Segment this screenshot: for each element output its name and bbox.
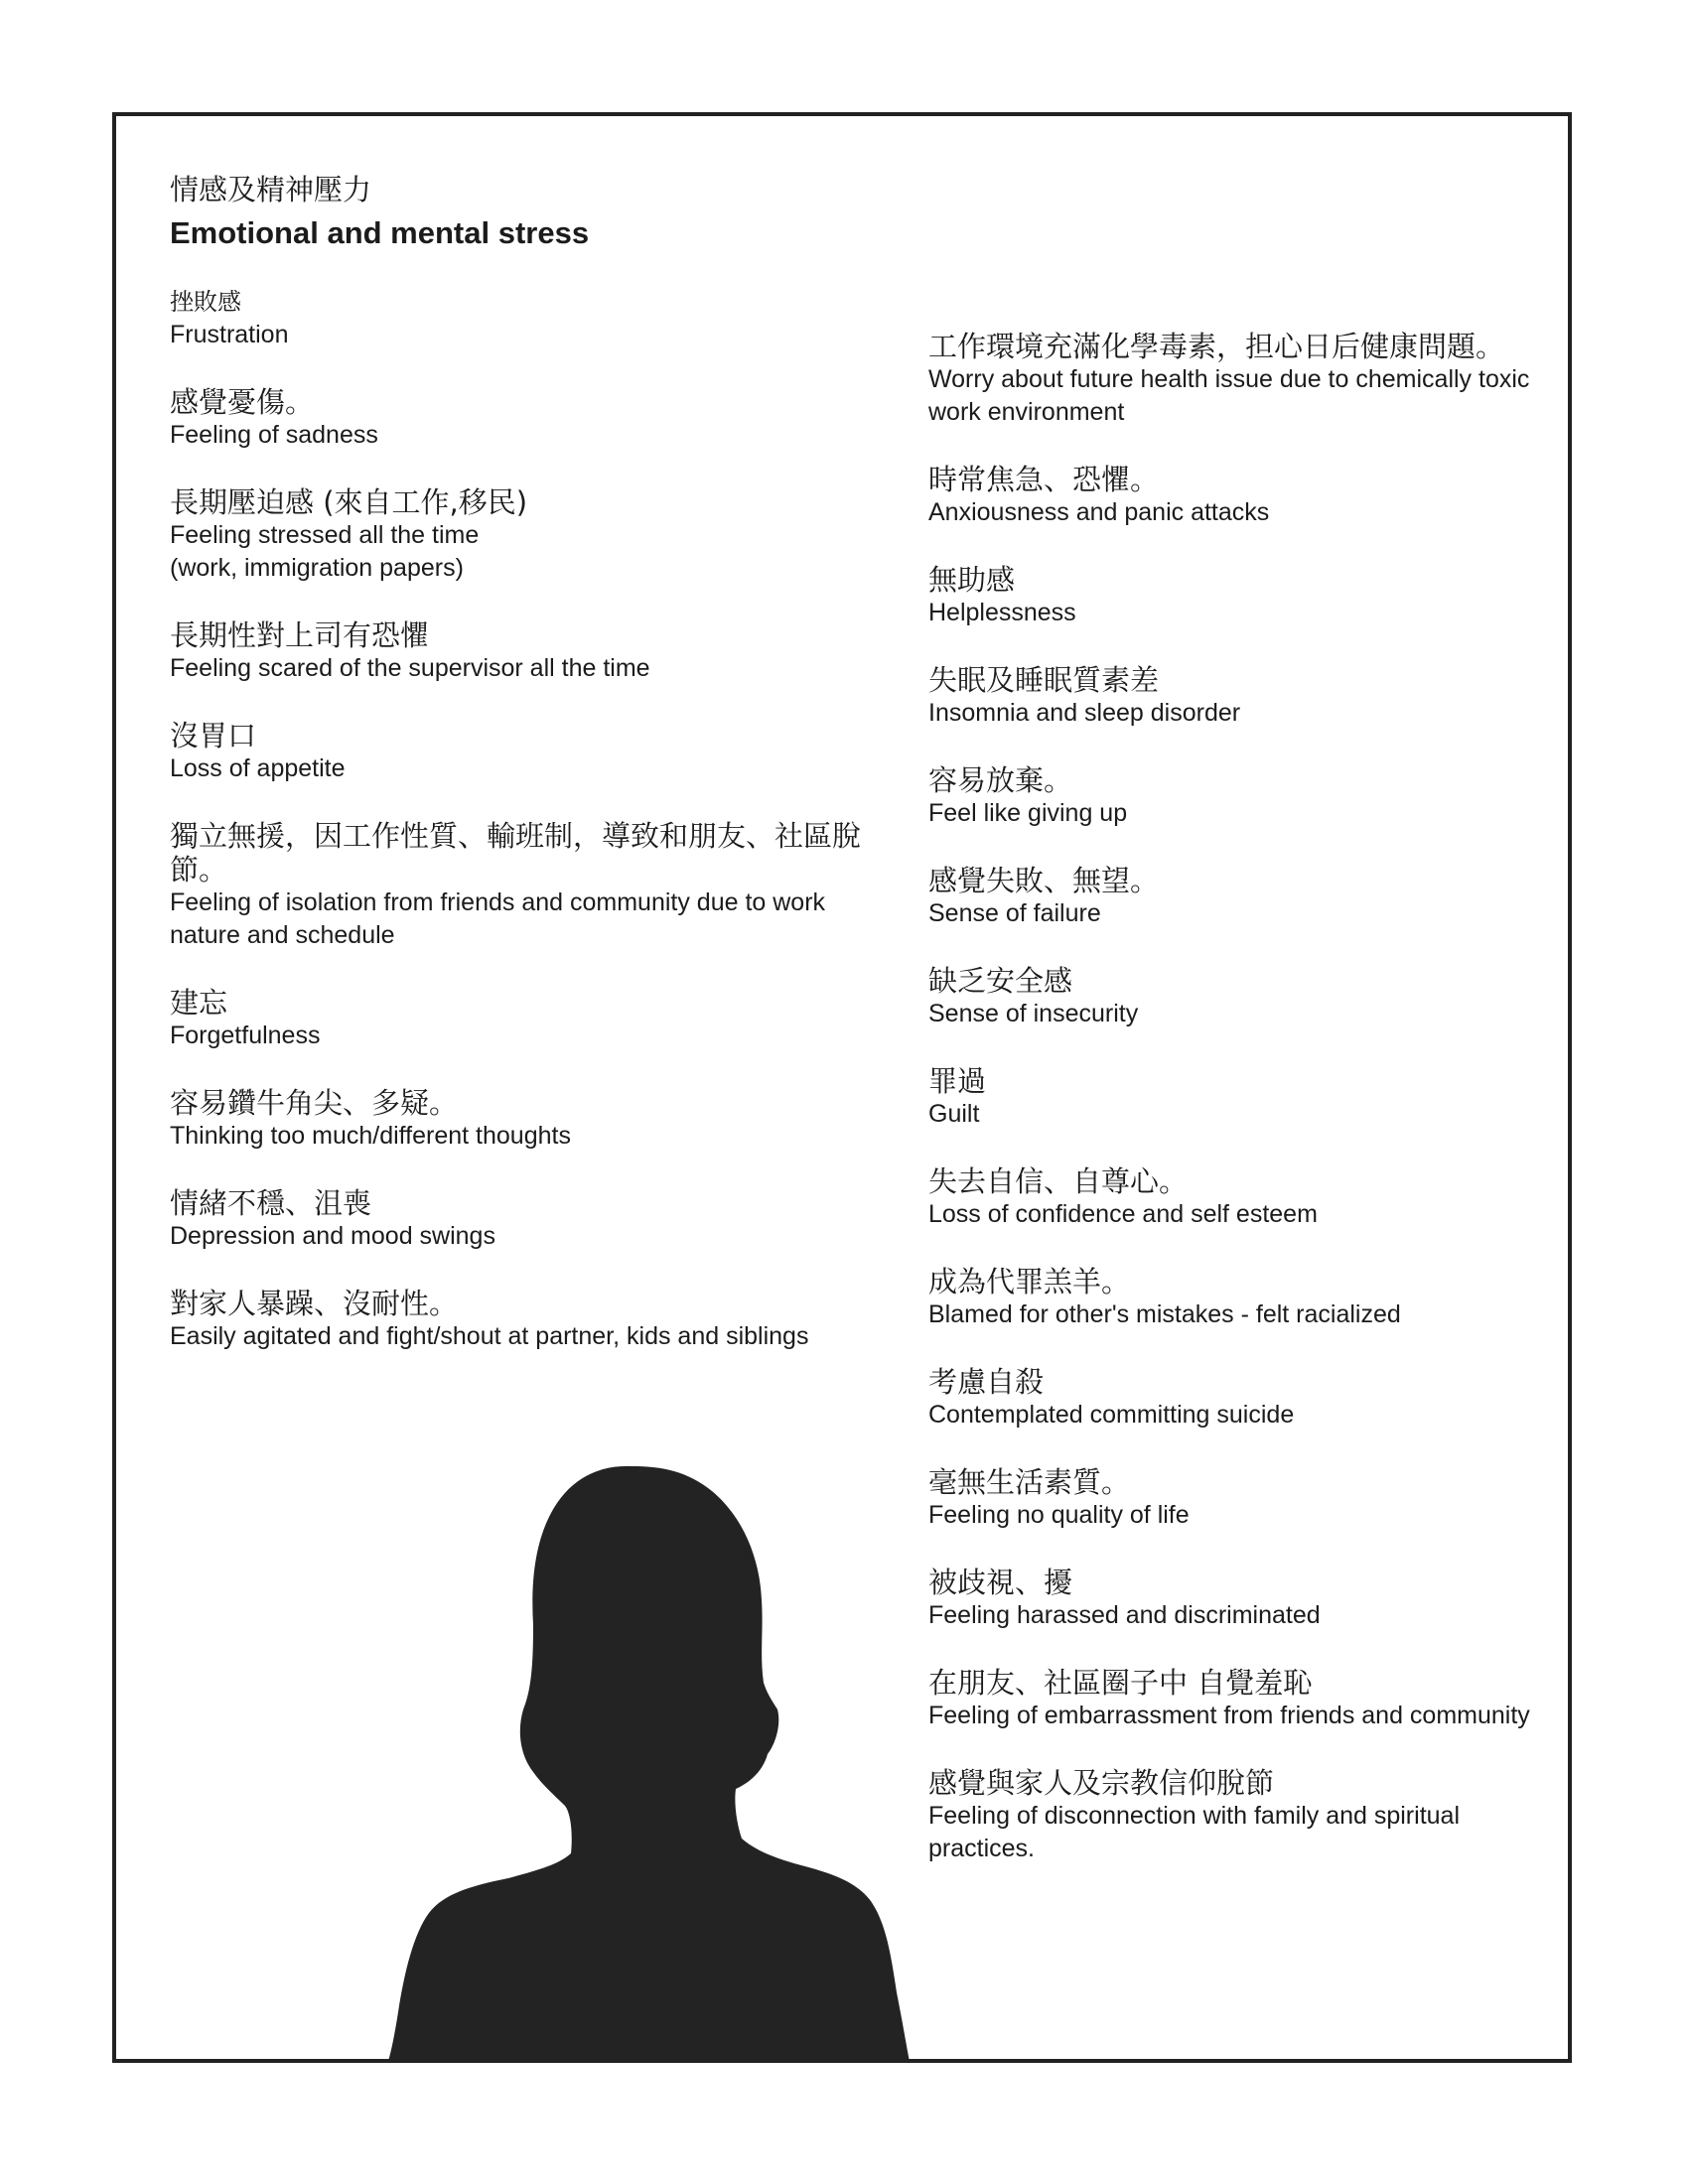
item-chinese: 工作環境充滿化學毒素，担心日后健康問題。 bbox=[928, 330, 1505, 363]
item-chinese: 挫敗感 bbox=[170, 288, 241, 316]
item-chinese: 感覺失敗、無望。 bbox=[928, 864, 1160, 897]
item-chinese: 毫無生活素質。 bbox=[928, 1465, 1131, 1499]
item-english: Anxiousness and panic attacks bbox=[928, 498, 1270, 526]
item-english: Feel like giving up bbox=[928, 799, 1128, 827]
item-chinese: 沒胃口 bbox=[170, 719, 257, 752]
item-chinese: 成為代罪羔羊。 bbox=[928, 1265, 1131, 1298]
page-heading bbox=[170, 168, 589, 255]
item-english: Sense of failure bbox=[928, 899, 1101, 927]
list-item bbox=[170, 385, 865, 452]
list-item bbox=[170, 1186, 865, 1253]
item-chinese: 容易放棄。 bbox=[928, 763, 1073, 797]
item-chinese: 被歧視、擾 bbox=[928, 1566, 1073, 1599]
list-item bbox=[928, 330, 1564, 429]
list-item bbox=[170, 285, 865, 351]
list-item bbox=[928, 1666, 1564, 1732]
item-chinese: 無助感 bbox=[928, 563, 1016, 597]
item-chinese: 缺乏安全感 bbox=[928, 964, 1073, 998]
item-english: Feeling no quality of life bbox=[928, 1501, 1190, 1529]
item-chinese: 失去自信、自尊心。 bbox=[928, 1164, 1189, 1198]
item-english: Feeling of sadness bbox=[170, 421, 378, 449]
list-item bbox=[928, 663, 1564, 730]
right-column bbox=[928, 330, 1564, 1899]
item-english: Forgetfulness bbox=[170, 1022, 321, 1049]
item-english: Worry about future health issue due to chemically toxic work environment bbox=[928, 365, 1530, 426]
item-english: Feeling harassed and discriminated bbox=[928, 1601, 1321, 1629]
item-chinese: 獨立無援，因工作性質、輸班制，導致和朋友、社區脫節。 bbox=[170, 819, 862, 887]
item-chinese: 長期壓迫感 (來自工作,移民) bbox=[170, 485, 528, 519]
list-item bbox=[170, 719, 865, 785]
item-chinese: 長期性對上司有恐懼 bbox=[170, 618, 430, 652]
item-chinese: 罪過 bbox=[928, 1064, 987, 1098]
item-english: Depression and mood swings bbox=[170, 1222, 495, 1250]
list-item bbox=[170, 986, 865, 1052]
item-english: Insomnia and sleep disorder bbox=[928, 699, 1241, 727]
item-english: Helplessness bbox=[928, 599, 1076, 626]
item-chinese: 考慮自殺 bbox=[928, 1365, 1045, 1399]
item-chinese: 建忘 bbox=[170, 986, 228, 1020]
item-english: Feeling of isolation from friends and community due to work nature and schedule bbox=[170, 888, 826, 949]
item-english: Contemplated committing suicide bbox=[928, 1401, 1295, 1429]
list-item bbox=[928, 563, 1564, 629]
left-column bbox=[170, 285, 865, 1387]
item-chinese: 對家人暴躁、沒耐性。 bbox=[170, 1287, 459, 1320]
list-item bbox=[928, 864, 1564, 930]
list-item bbox=[170, 485, 865, 585]
person-silhouette-icon bbox=[335, 1456, 950, 2063]
item-english: Blamed for other's mistakes - felt racialized bbox=[928, 1300, 1401, 1328]
list-item bbox=[170, 618, 865, 685]
list-item bbox=[170, 1086, 865, 1153]
page-title-english: Emotional and mental stress bbox=[170, 215, 590, 250]
item-chinese: 失眠及睡眠質素差 bbox=[928, 663, 1160, 697]
list-item bbox=[170, 1287, 865, 1353]
item-chinese: 情緒不穩、沮喪 bbox=[170, 1186, 372, 1220]
item-english: Feeling stressed all the time (work, immigration papers) bbox=[170, 521, 480, 582]
list-item bbox=[928, 964, 1564, 1030]
item-english: Loss of appetite bbox=[170, 754, 346, 782]
item-english: Easily agitated and fight/shout at partner, kids and siblings bbox=[170, 1322, 809, 1350]
list-item bbox=[928, 1566, 1564, 1632]
page-frame bbox=[112, 112, 1572, 2063]
item-english: Feeling scared of the supervisor all the time bbox=[170, 654, 650, 682]
list-item bbox=[928, 1766, 1564, 1865]
list-item bbox=[170, 819, 865, 952]
list-item bbox=[928, 763, 1564, 830]
list-item bbox=[928, 1465, 1564, 1532]
item-english: Guilt bbox=[928, 1100, 980, 1128]
list-item bbox=[928, 1365, 1564, 1432]
list-item bbox=[928, 1164, 1564, 1231]
list-item bbox=[928, 463, 1564, 529]
item-english: Feeling of disconnection with family and spiritual practices. bbox=[928, 1802, 1460, 1862]
list-item bbox=[928, 1064, 1564, 1131]
page-title-chinese: 情感及精神壓力 bbox=[170, 173, 372, 206]
item-chinese: 容易鑽牛角尖、多疑。 bbox=[170, 1086, 459, 1120]
item-english: Feeling of embarrassment from friends and community bbox=[928, 1702, 1530, 1729]
item-chinese: 時常焦急、恐懼。 bbox=[928, 463, 1160, 496]
item-english: Sense of insecurity bbox=[928, 1000, 1139, 1027]
item-chinese: 感覺與家人及宗教信仰脫節 bbox=[928, 1766, 1275, 1800]
item-chinese: 在朋友、社區圈子中 自覺羞恥 bbox=[928, 1666, 1313, 1700]
item-english: Frustration bbox=[170, 321, 289, 348]
item-chinese: 感覺憂傷。 bbox=[170, 385, 315, 419]
item-english: Thinking too much/different thoughts bbox=[170, 1122, 571, 1150]
list-item bbox=[928, 1265, 1564, 1331]
item-english: Loss of confidence and self esteem bbox=[928, 1200, 1318, 1228]
